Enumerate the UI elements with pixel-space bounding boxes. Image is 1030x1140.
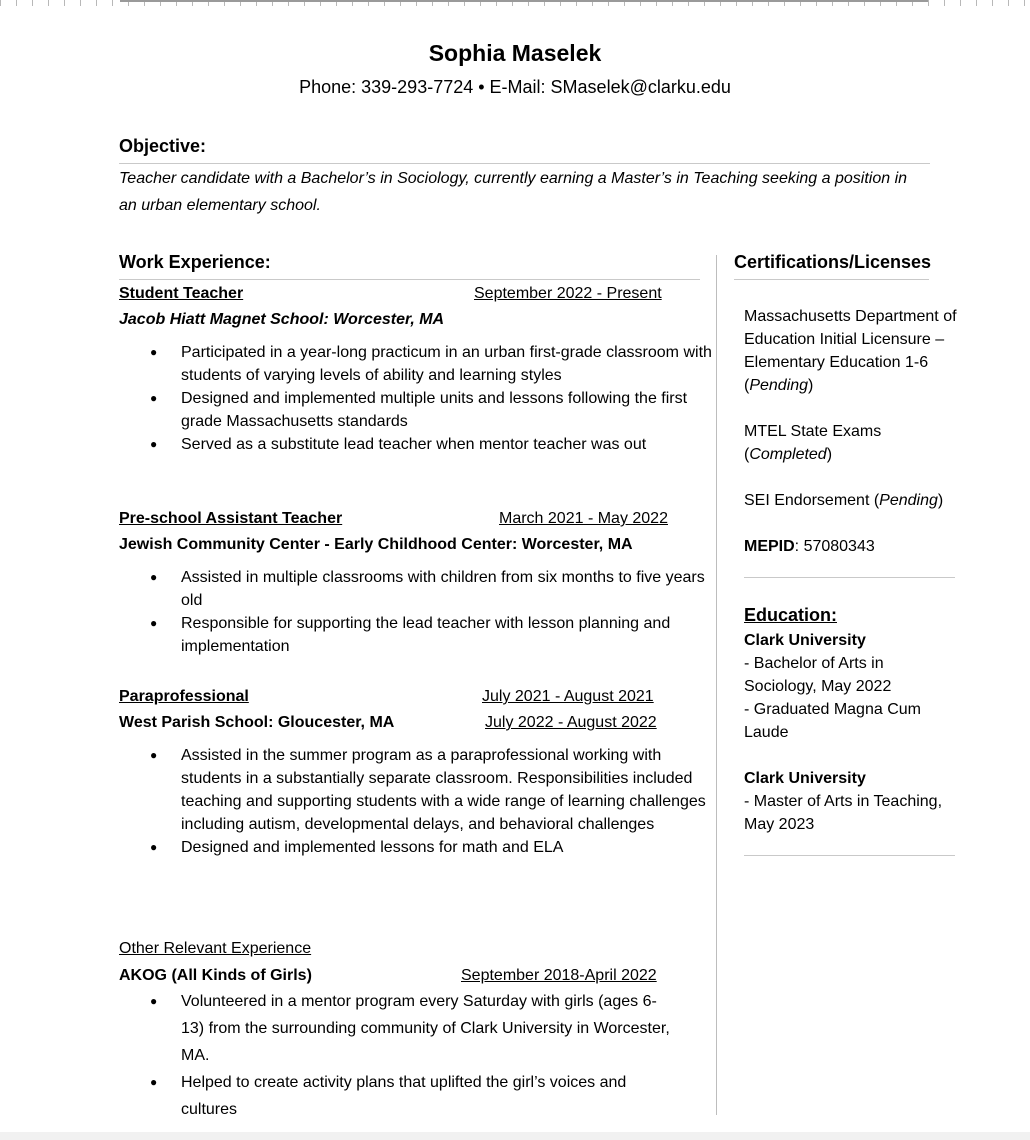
cert-sei-text: SEI Endorsement ( bbox=[744, 492, 880, 509]
objective-divider bbox=[119, 163, 930, 164]
cert-mtel-text: MTEL State Exams ( bbox=[744, 423, 882, 463]
job-dates-preschool-assistant: March 2021 - May 2022 bbox=[499, 510, 668, 527]
cert-mtel bbox=[744, 420, 904, 466]
school-name: Clark University bbox=[744, 770, 866, 787]
employer-west-parish: West Parish School: Gloucester, MA bbox=[119, 714, 395, 731]
list-item: ● Designed and implemented multiple units and lessons following the first grade Massachusetts standards bbox=[119, 387, 719, 433]
close-paren: ) bbox=[826, 446, 833, 463]
cert-ma-licensure bbox=[744, 305, 964, 397]
akog-bullets bbox=[119, 988, 679, 1123]
job-title-paraprofessional: Paraprofessional bbox=[119, 688, 249, 705]
other-experience-heading: Other Relevant Experience bbox=[119, 940, 312, 957]
mepid-label: MEPID bbox=[744, 538, 795, 555]
job-title-preschool-assistant: Pre-school Assistant Teacher bbox=[119, 510, 343, 527]
list-item: ● Assisted in the summer program as a paraprofessional working with students in a substantially separate classroom. Responsibilities included teaching and supporting students with a wide range of learning challenges including autism, developmental delays, and behavioral challenges bbox=[119, 744, 709, 836]
work-experience-divider bbox=[119, 279, 700, 280]
cert-sei-status: Pending bbox=[879, 492, 938, 509]
education-bottom-divider bbox=[744, 855, 955, 856]
school-detail: - Graduated Magna Cum Laude bbox=[744, 701, 921, 741]
contact-line: Phone: 339-293-7724 • E-Mail: SMaselek@clarku.edu bbox=[299, 77, 731, 97]
employer-jacob-hiatt: Jacob Hiatt Magnet School: Worcester, MA bbox=[119, 311, 445, 328]
close-paren: ) bbox=[937, 492, 944, 509]
mepid bbox=[744, 535, 875, 558]
cert-mtel-status: Completed bbox=[749, 446, 827, 463]
cert-ma-licensure-text: Massachusetts Department of Education Initial Licensure – Elementary Education 1-6 ( bbox=[744, 308, 957, 394]
resume-name: Sophia Maselek bbox=[428, 40, 602, 66]
certifications-divider bbox=[734, 279, 929, 280]
cert-ma-licensure-status: Pending bbox=[749, 377, 809, 394]
school-name: Clark University bbox=[744, 632, 866, 649]
cert-sei bbox=[744, 489, 943, 512]
list-item: ● Designed and implemented lessons for math and ELA bbox=[119, 836, 709, 859]
column-divider bbox=[716, 255, 717, 1115]
job-dates-student-teacher: September 2022 - Present bbox=[474, 285, 662, 302]
akog-dates: September 2018-April 2022 bbox=[461, 967, 657, 984]
job-title-student-teacher: Student Teacher bbox=[119, 285, 244, 302]
page-bottom-bar bbox=[0, 1132, 1030, 1140]
list-item: ● Helped to create activity plans that uplifted the girl’s voices and cultures bbox=[119, 1069, 679, 1123]
list-item: ● Responsible for supporting the lead teacher with lesson planning and implementation bbox=[119, 612, 709, 658]
job-bullets-paraprofessional bbox=[119, 744, 709, 859]
employer-jcc: Jewish Community Center - Early Childhood Center: Worcester, MA bbox=[119, 536, 633, 553]
list-item: ● Assisted in multiple classrooms with children from six months to five years old bbox=[119, 566, 709, 612]
school-detail: - Master of Arts in Teaching, May 2023 bbox=[744, 793, 943, 833]
objective-heading: Objective: bbox=[119, 136, 207, 156]
job-bullets-preschool-assistant bbox=[119, 566, 709, 658]
job-dates-paraprofessional-1: July 2021 - August 2021 bbox=[482, 688, 654, 705]
list-item: ● Served as a substitute lead teacher when mentor teacher was out bbox=[119, 433, 719, 456]
certifications-bottom-divider bbox=[744, 577, 955, 578]
certifications-heading: Certifications/Licenses bbox=[734, 252, 932, 272]
objective-text: Teacher candidate with a Bachelor’s in Sociology, currently earning a Master’s in Teaching seeking a position in an urban elementary school. bbox=[119, 170, 908, 214]
job-bullets-student-teacher bbox=[119, 341, 719, 456]
job-dates-paraprofessional-2: July 2022 - August 2022 bbox=[485, 714, 657, 731]
school-detail: - Bachelor of Arts in Sociology, May 2022 bbox=[744, 655, 892, 695]
list-item: ● Participated in a year-long practicum in an urban first-grade classroom with students of varying levels of ability and learning styles bbox=[119, 341, 719, 387]
employer-akog: AKOG (All Kinds of Girls) bbox=[119, 967, 312, 984]
list-item: ● Volunteered in a mentor program every Saturday with girls (ages 6-13) from the surrounding community of Clark University in Worcester, MA. bbox=[119, 988, 679, 1069]
work-experience-heading: Work Experience: bbox=[119, 252, 271, 272]
mepid-value: : 57080343 bbox=[794, 538, 875, 555]
close-paren: ) bbox=[808, 377, 814, 394]
ruler-margin-bar bbox=[120, 0, 928, 2]
education-school-2 bbox=[744, 767, 944, 836]
education-school-1 bbox=[744, 629, 944, 744]
education-heading: Education: bbox=[744, 605, 837, 625]
